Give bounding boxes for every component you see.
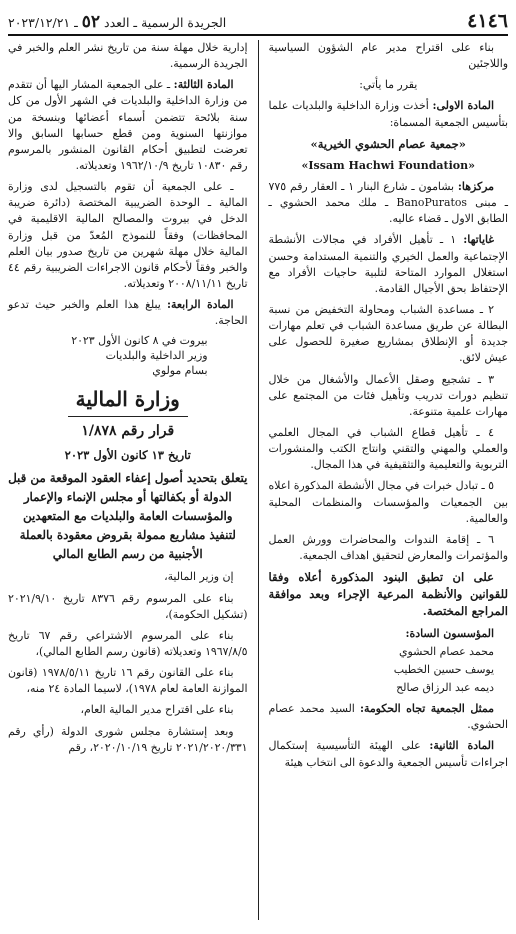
continued-text: إدارية خلال مهلة سنة من تاريخ نشر العلم والخبر في الجريدة الرسمية. bbox=[8, 41, 248, 71]
page-number: ٤١٤٦ bbox=[467, 10, 508, 32]
founders-label: المؤسسون السادة: bbox=[405, 626, 494, 640]
two-columns bbox=[8, 40, 508, 920]
goal-3: ٣ ـ تشجيع وصقل الأعمال والأشغال من خلال تنظيم دورات تدريب وتأهيل فئات من المجتمع على مهارات علمية متنوعة. bbox=[268, 372, 508, 418]
decision-intro: يقرر ما يأتي: bbox=[359, 78, 418, 92]
representative bbox=[269, 701, 509, 733]
decision-title: يتعلق بتحديد أصول إعفاء العقود الموقعة من قبل الدولة أو بكفالتها أو مجلس الإنماء والإعمار والمؤسسات العامة والبلديات مع المتعهدين لتنفيذ مشاريع ممولة بقروض معقودة بالعملة الأجنبية من رسم الطابع المالي bbox=[8, 470, 248, 562]
ministry-rule bbox=[68, 416, 188, 417]
preamble-text: بناء على اقتراح مدير عام الشؤون السياسية واللاجئين bbox=[268, 41, 508, 71]
goal-4: ٤ ـ تأهيل قطاع الشباب في المجال العلمي والعملي والمهني والتقني وانتاج الكتب والمنشورات التربوية والتعليمية والتثقيفية في هذا المجال. bbox=[268, 425, 508, 472]
article-4-text: يبلغ هذا العلم والخبر حيث تدعو الحاجة. bbox=[8, 298, 248, 328]
basis-5: وبعد إستشارة مجلس شورى الدولة (رأي رقم ٢٠٢١/٢٠٢٠/٣٣١ تاريخ ٢٠٢٠/١٠/١٩، رقم bbox=[8, 724, 248, 754]
article-3-text: ـ على الجمعية المشار اليها أن تتقدم من وزارة الداخلية والبلديات في الشهر الأول من كل سنة بلائحة تتضمن أسماء أعضائها وبنسخة من موازنتها السنوية ومن قطع حسابها السابق والا تعرضت لتطبيق أحكام القانون المنشور بالمرسوم رقم ١٠٨٣٠ تاريخ ١٩٦٢/١٠/٩ وتعديلاته. bbox=[8, 78, 248, 172]
conditions-text: على ان تطبق البنود المذكورة أعلاه وفقا للقوانين والأنظمة المرعية الإجراء وبعد موافقة المراجع المختصة. bbox=[268, 570, 508, 619]
right-column bbox=[263, 40, 509, 920]
headquarters-text: بشامون ـ شارع البنار ١ ـ العقار رقم ٧٧٥ ـ مبنى BanoPuratos ـ ملك محمد الحشوي ـ الطابق الاول ـ قضاء عاليه. bbox=[268, 179, 508, 226]
headquarters bbox=[269, 179, 509, 227]
basis-2: بناء على المرسوم الاشتراعي رقم ٦٧ تاريخ ١٩٦٧/٨/٥ وتعديلاته (قانون رسم الطابع المالي)، bbox=[8, 628, 248, 658]
minister-intro: إن وزير المالية، bbox=[164, 570, 234, 584]
headquarters-label: مركزها: bbox=[457, 179, 494, 193]
association-name-english: «Issam Hachwi Foundation» bbox=[301, 158, 476, 172]
article-2-label: المادة الثانية: bbox=[429, 739, 495, 753]
representative-text: السيد محمد عصام الحشوي. bbox=[268, 702, 508, 732]
basis-1: بناء على المرسوم رقم ٨٣٧٦ تاريخ ٢٠٢١/٩/١٠ (تشكيل الحكومة)، bbox=[8, 591, 248, 621]
article-4-label: المادة الرابعة: bbox=[166, 298, 234, 312]
goal-2: ٢ ـ مساعدة الشباب ومحاولة التخفيض من نسبة البطالة عن طريق مساعدة الشباب في تعلم مهارات جديدة أو الإنطلاق بمشاريع صغيرة للحصول على عيش لائق. bbox=[268, 302, 508, 365]
founder-2: يوسف حسين الخطيب bbox=[393, 662, 494, 676]
article-3-label: المادة الثالثة: bbox=[173, 78, 234, 92]
article-3 bbox=[8, 77, 248, 174]
association-name: «جمعية عصام الحشوي الخيرية» bbox=[310, 136, 466, 151]
article-1-label: المادة الاولى: bbox=[432, 99, 494, 113]
founder-1: محمد عصام الحشوي bbox=[398, 644, 494, 658]
article-1-text: أخذت وزارة الداخلية والبلديات علما بتأسيس الجمعية المسماة: bbox=[268, 99, 508, 129]
basis-3: بناء على القانون رقم ١٦ تاريخ ١٩٧٨/٥/١١ (قانون الموازنة العامة لعام ١٩٧٨)، لاسيما المادة ٢٤ منه، bbox=[8, 666, 248, 696]
page-header bbox=[8, 6, 508, 32]
issue-number: ٥٢ bbox=[81, 12, 101, 32]
left-column bbox=[8, 40, 254, 920]
basis-4: بناء على اقتراح مدير المالية العام، bbox=[80, 703, 234, 717]
goals-label: غاياتها: bbox=[463, 233, 494, 247]
decision-date: تاريخ ١٣ كانون الأول ٢٠٢٣ bbox=[64, 447, 191, 462]
goal-6: ٦ ـ إقامة الندوات والمحاضرات وورش العمل والمؤتمرات والمعارض لتحقيق اهداف الجمعية. bbox=[268, 532, 508, 562]
goal-5: ٥ ـ تبادل خبرات في مجال الأنشطة المذكورة اعلاه بين الجمعيات والمؤسسات والمنظمات المحلية والعالمية. bbox=[268, 479, 508, 525]
ministry-heading: وزارة المالية bbox=[75, 386, 180, 411]
column-divider bbox=[258, 40, 259, 920]
decision-number: قرار رقم ١/٨٧٨ bbox=[81, 423, 175, 440]
founder-3: ديمه عبد الرزاق صالح bbox=[396, 680, 494, 694]
tax-registration-text: ـ على الجمعية أن تقوم بالتسجيل لدى وزارة المالية ـ الوحدة الضريبية المختصة (دائرة ضريبة الدخل في بيروت والمصالح المالية الاقليمية في المحافظات) وفقاً للنموذج المُعدّ من قبل وزارة المالية خلال مهلة شهرين من تاريخ صدور بيان العلم والخبر وفقاً لأحكام قانون الاجراءات الضريبية رقم ٤٤ تاريخ ٢٠٠٨/١١/١١ وتعديلاته. bbox=[8, 180, 248, 290]
publication-info bbox=[8, 12, 226, 32]
signature-block bbox=[8, 334, 248, 378]
goal-1 bbox=[269, 232, 509, 297]
signature-place-date: بيروت في ٨ كانون الأول ٢٠٢٣ bbox=[71, 334, 208, 348]
issue-date: ـ ٢٠٢٣/١٢/٢١ bbox=[8, 15, 78, 30]
article-2 bbox=[269, 738, 509, 770]
publication-prefix: الجريدة الرسمية ـ العدد bbox=[104, 15, 227, 30]
signature-title: وزير الداخلية والبلديات bbox=[105, 349, 208, 363]
goal-1-text: ١ ـ تأهيل الأفراد في مجالات الأنشطة الإجتماعية والعمل الخيري والتنمية المستدامة وحسن استغلال الموارد المتاحة لتلبية حاجيات الأفراد مع الإحتفاظ بحق الأجيال القادمة. bbox=[268, 233, 508, 295]
header-rule bbox=[8, 34, 508, 36]
signature-name: بسام مولوي bbox=[152, 363, 208, 377]
article-4 bbox=[8, 297, 248, 329]
article-2-text: على الهيئة التأسيسية إستكمال اجراءات تأسيس الجمعية والدعوة الى انتخاب هيئة bbox=[268, 739, 508, 769]
representative-label: ممثل الجمعية تجاه الحكومة: bbox=[359, 702, 494, 716]
article-1 bbox=[269, 98, 509, 130]
